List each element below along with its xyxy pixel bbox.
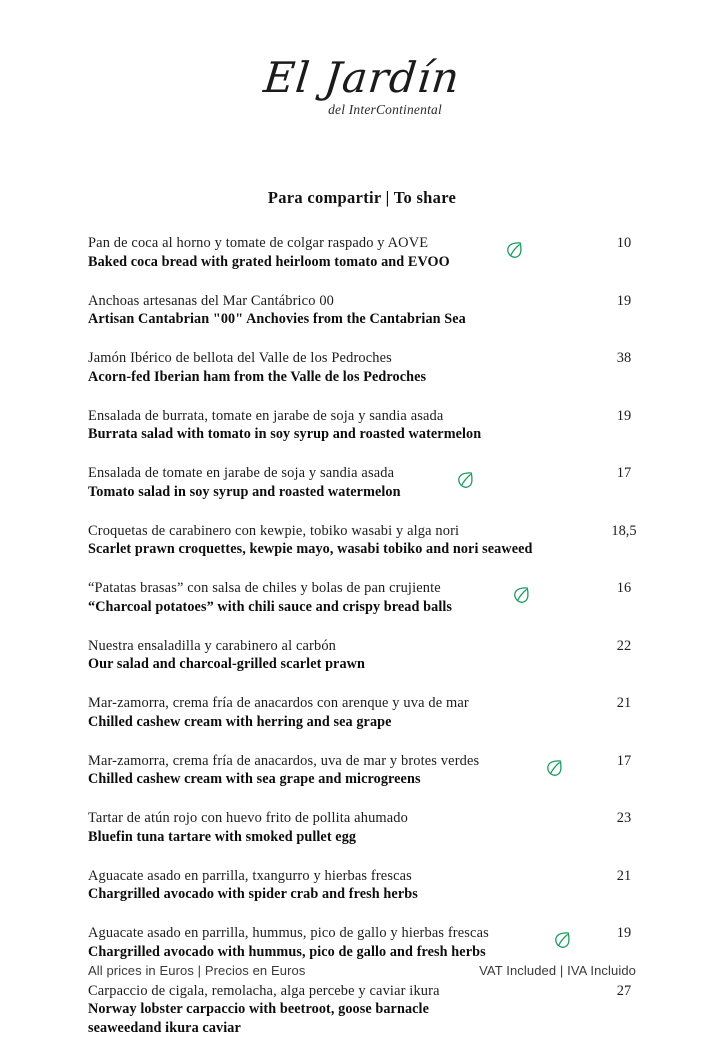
menu-item-price: 19 (616, 925, 632, 941)
menu-item-text (88, 292, 558, 329)
menu-item-name-es: Ensalada de tomate en jarabe de soja y sandia asada (88, 465, 395, 481)
menu-item-name-es: Anchoas artesanas del Mar Cantábrico 00 (88, 292, 335, 309)
menu-item-name-en: Chargrilled avocado with spider crab and fresh herbs (88, 886, 418, 902)
menu-item-price: 18,5 (611, 522, 637, 539)
menu-item (88, 752, 644, 789)
restaurant-logo (0, 53, 724, 118)
menu-item-name-es: “Patatas brasas” con salsa de chiles y bolas de pan crujiente (88, 580, 441, 596)
menu-item-price: 23 (616, 810, 632, 826)
menu-item (88, 579, 644, 616)
menu-item (88, 982, 644, 1038)
menu-item-name-en: Burrata salad with tomato in soy syrup and roasted watermelon (88, 426, 482, 442)
menu-item-text (88, 924, 558, 961)
menu-item-name-es: Aguacate asado en parrilla, txangurro y hierbas frescas (88, 867, 412, 884)
menu-item-name-en: Bluefin tuna tartare with smoked pullet egg (88, 828, 357, 845)
menu-item-name-es: Aguacate asado en parrilla, hummus, pico de gallo y hierbas frescas (88, 925, 489, 941)
section-heading: Para compartir | To share (267, 188, 457, 207)
menu-item-name-en: Scarlet prawn croquettes, kewpie mayo, wasabi tobiko and nori seaweed (88, 541, 533, 557)
menu-item-text (88, 809, 558, 846)
menu-item (88, 407, 644, 444)
menu-item-name-en: Baked coca bread with grated heirloom tomato and EVOO (88, 253, 450, 270)
menu-item-text (88, 349, 558, 386)
menu-item-name-en: Norway lobster carpaccio with beetroot, goose barnacle (88, 1001, 429, 1017)
menu-item-text (88, 579, 558, 616)
menu-item-text (88, 637, 558, 674)
menu-item-name-en: Our salad and charcoal-grilled scarlet prawn (88, 656, 365, 672)
menu-item-price: 27 (616, 982, 632, 999)
menu-item (88, 694, 644, 731)
menu-item-text (88, 464, 558, 501)
menu-item (88, 522, 644, 559)
menu-item (88, 234, 644, 271)
menu-item-text (88, 867, 558, 904)
menu-item-name-es: Tartar de atún rojo con huevo frito de pollita ahumado (88, 810, 408, 826)
menu-item-text (88, 752, 558, 789)
menu-item-text (88, 522, 558, 559)
leaf-icon (513, 586, 530, 605)
menu-item-name-en: Tomato salad in soy syrup and roasted watermelon (88, 483, 401, 500)
logo-subtitle: del InterContinental (328, 102, 442, 118)
menu-item (88, 924, 644, 961)
menu-item-price: 21 (616, 695, 632, 711)
menu-item-name-en: Chilled cashew cream with sea grape and microgreens (88, 771, 421, 787)
menu-item-text (88, 982, 558, 1038)
menu-item-price: 16 (616, 580, 632, 596)
menu-item-name-es: Mar-zamorra, crema fría de anacardos con arenque y uva de mar (88, 695, 469, 711)
menu-item-price: 21 (616, 867, 632, 884)
menu-item-text (88, 234, 558, 271)
menu-item-name-en-cont: seaweedand ikura caviar (88, 1019, 241, 1036)
menu-item-name-es: Ensalada de burrata, tomate en jarabe de soja y sandia asada (88, 407, 444, 424)
menu-item-name-en: Chargrilled avocado with hummus, pico de gallo and fresh herbs (88, 943, 486, 960)
menu-item-text (88, 694, 558, 731)
menu-item-price: 10 (616, 235, 632, 251)
leaf-icon (554, 931, 571, 950)
leaf-icon (546, 759, 563, 778)
menu-item (88, 292, 644, 329)
menu-item-text (88, 407, 558, 444)
footer-vat-note: VAT Included | IVA Incluido (479, 963, 636, 978)
menu-item-name-en: “Charcoal potatoes” with chili sauce and crispy bread balls (88, 598, 453, 615)
leaf-icon (457, 471, 474, 490)
menu-item (88, 867, 644, 904)
leaf-icon (506, 241, 523, 260)
menu-item-name-es: Jamón Ibérico de bellota del Valle de los Pedroches (88, 350, 392, 366)
menu-item-price: 19 (616, 407, 632, 424)
menu-item-name-es: Nuestra ensaladilla y carabinero al carbón (88, 637, 337, 654)
menu-item-price: 22 (616, 637, 632, 654)
menu-item-name-es: Pan de coca al horno y tomate de colgar raspado y AOVE (88, 235, 429, 251)
menu-item-name-es: Croquetas de carabinero con kewpie, tobiko wasabi y alga nori (88, 522, 460, 539)
menu-item (88, 809, 644, 846)
menu-item-list (88, 234, 644, 1058)
menu-item (88, 464, 644, 501)
menu-item-price: 17 (616, 465, 632, 481)
menu-item-name-es: Carpaccio de cigala, remolacha, alga percebe y caviar ikura (88, 982, 440, 999)
menu-item-name-en: Chilled cashew cream with herring and sea grape (88, 713, 392, 730)
menu-item-name-en: Artisan Cantabrian "00" Anchovies from the Cantabrian Sea (88, 311, 466, 327)
menu-item-name-en: Acorn-fed Iberian ham from the Valle de los Pedroches (88, 368, 427, 385)
menu-item-price: 38 (616, 350, 632, 366)
logo-wordmark: El Jardín (261, 53, 463, 102)
menu-item (88, 637, 644, 674)
page-footer (88, 963, 636, 978)
menu-item-name-es: Mar-zamorra, crema fría de anacardos, uva de mar y brotes verdes (88, 752, 480, 769)
menu-item-price: 19 (616, 292, 632, 309)
footer-prices-note: All prices in Euros | Precios en Euros (88, 963, 306, 978)
menu-item (88, 349, 644, 386)
menu-item-price: 17 (616, 752, 632, 769)
